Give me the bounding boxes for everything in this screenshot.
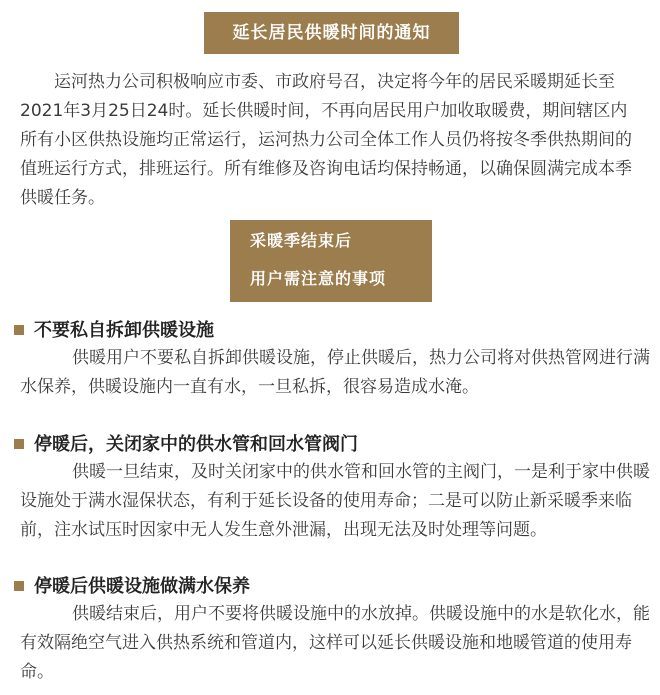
section-body: 供暖用户不要私自拆卸供暖设施，停止供暖后，热力公司将对供热管网进行满水保养，供暖设施内一直有水，一旦私拆，很容易造成水淹。 [20,348,650,397]
square-bullet-icon [14,325,24,335]
subheading-line-1: 采暖季结束后 [250,231,353,250]
section-heading-text: 不要私自拆卸供暖设施 [34,320,214,341]
section-body: 供暖一旦结束，及时关闭家中的供水管和回水管的主阀门，一是利于家中供暖设施处于满水湿保状态，有利于延长设备的使用寿命；二是可以防止新采暖季来临前，注水试压时因家中无人发生意外泄漏，出现无法及时处理等问题。 [20,462,650,540]
square-bullet-icon [14,581,24,591]
notice-intro-paragraph: 运河热力公司积极响应市委、市政府号召，决定将今年的居民采暖期延长至2021年3月25日24时。延长供暖时间，不再向居民用户加收取暖费，期间辖区内所有小区供热设施均正常运行，运河热力公司全体工作人员仍将按冬季供热期间的值班运行方式，排班运行。所有维修及咨询电话均保持畅通，以确保圆满完成本季供暖任务。 [20,72,632,208]
section-heading-text: 停暖后供暖设施做满水保养 [34,576,250,597]
section-no-dismantle [14,318,650,402]
subheading-line-2: 用户需注意的事项 [250,269,387,288]
section-heading [14,432,650,458]
section-water-maintenance [14,574,650,687]
section-heading [14,318,650,344]
notice-title: 延长居民供暖时间的通知 [232,23,431,43]
section-close-valves [14,432,650,545]
subheading-banner [230,220,432,302]
section-body: 供暖结束后，用户不要将供暖设施中的水放掉。供暖设施中的水是软化水，能有效隔绝空气进入供热系统和管道内，这样可以延长供暖设施和地暖管道的使用寿命。 [20,604,650,682]
square-bullet-icon [14,439,24,449]
section-heading-text: 停暖后，关闭家中的供水管和回水管阀门 [34,434,358,455]
section-heading [14,574,650,600]
notice-title-banner [204,12,459,54]
